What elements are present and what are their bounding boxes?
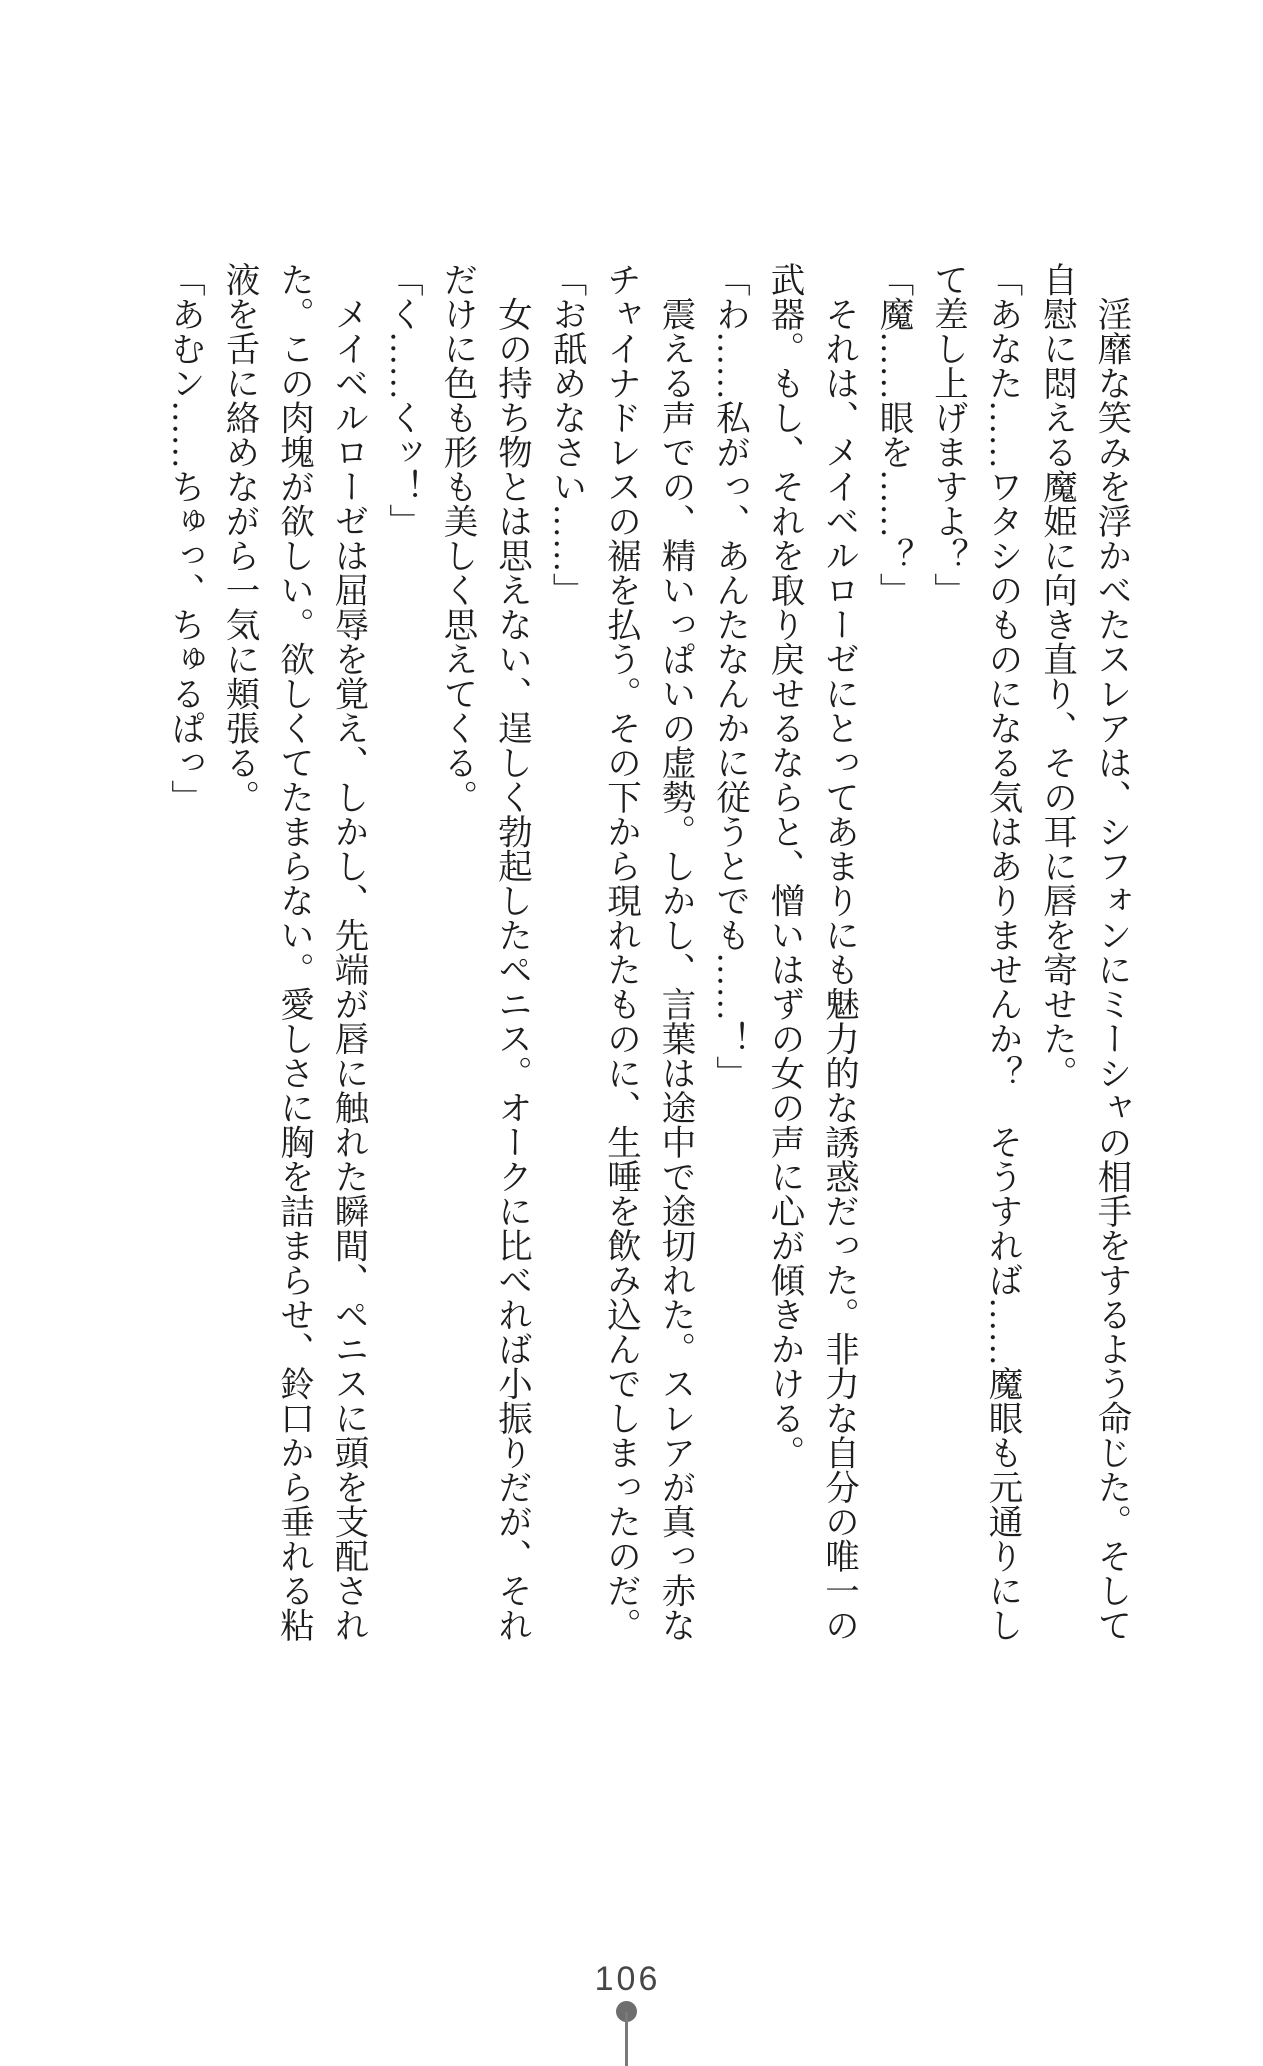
text-column: 震える声での、精いっぱいの虚勢。しかし、言葉は途中で途切れた。スレアが真っ赤な — [656, 262, 694, 1642]
text-column: 武器。もし、それを取り戻せるならと、憎いはずの女の声に心が傾きかける。 — [765, 262, 803, 1470]
text-column: 自慰に悶える魔姫に向き直り、その耳に唇を寄せた。 — [1037, 262, 1076, 1090]
text-column: チャイナドレスの裾を払う。その下から現れたものに、生唾を飲み込んでしまったのだ。 — [601, 262, 640, 1642]
text-column: それは、メイベルローゼにとってあまりにも魅力的な誘惑だった。非力な自分の唯一の — [819, 262, 858, 1642]
text-column: 女の持ち物とは思えない、逞しく勃起したペニス。オークに比べれば小振りだが、それ — [492, 262, 531, 1642]
text-column: 「魔……眼を……？」 — [874, 262, 912, 607]
text-column: 「あむン……ちゅっ、ちゅるぱっ」 — [165, 262, 204, 814]
text-column: 「あなた……ワタシのものになる気はありませんか？ そうすれば……魔眼も元通りにし — [983, 262, 1021, 1642]
text-column: 淫靡な笑みを浮かべたスレアは、シフォンにミーシャの相手をするよう命じた。そして — [1092, 262, 1130, 1642]
footer-bullet-stem — [625, 2012, 628, 2066]
vertical-text-block — [157, 262, 1138, 1646]
text-column: 液を舌に絡めながら一気に頬張る。 — [220, 262, 258, 814]
text-column: だけに色も形も美しく思えてくる。 — [438, 262, 476, 814]
text-column: 「く……くッ！」 — [383, 262, 422, 538]
page-number: 106 — [594, 1960, 661, 1998]
text-column: 「わ……私がっ、あんたなんかに従うとでも……！」 — [710, 262, 749, 1090]
text-column: 「お舐めなさい……」 — [547, 262, 585, 607]
text-column: て差し上げますよ？」 — [928, 262, 967, 607]
text-column: た。この肉塊が欲しい。欲しくてたまらない。愛しさに胸を詰まらせ、鈴口から垂れる粘 — [274, 262, 313, 1642]
text-column: メイベルローゼは屈辱を覚え、しかし、先端が唇に触れた瞬間、ペニスに頭を支配され — [329, 262, 367, 1642]
